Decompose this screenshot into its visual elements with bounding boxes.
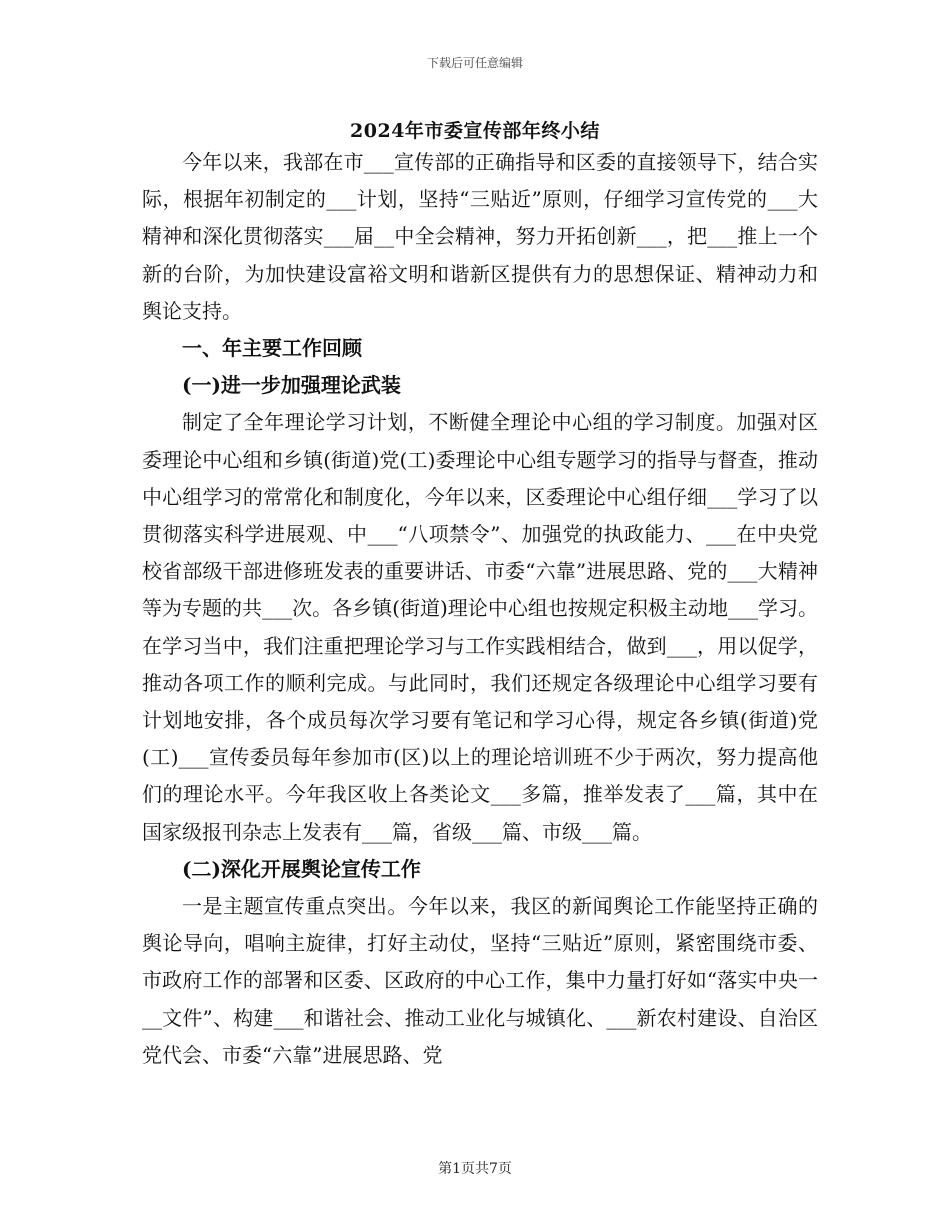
- heading-subsection-1: (一)进一步加强理论武装: [182, 373, 401, 398]
- document-title: 2024年市委宣传部年终小结: [350, 120, 600, 142]
- heading-section-1: 一、年主要工作回顾: [182, 336, 362, 361]
- page-number: 第1页共7页: [438, 1161, 512, 1177]
- header-note: 下载后可任意编辑: [426, 56, 523, 70]
- paragraph-publicity: 一是主题宣传重点突出。今年以来，我区的新闻舆论工作能坚持正确的舆论导向，唱响主旋律，打好主动仗，坚持“三贴近”原则，紧密围绕市委、市政府工作的部署和区委、区政府的中心工作，集中力量打好如“落实中央一__文件”、构建___和谐社会、推动工业化与城镇化、___新农村建设、自治区党代会、市委“六靠”进展思路、党: [142, 894, 818, 1067]
- heading-subsection-2: (二)深化开展舆论宣传工作: [182, 856, 421, 881]
- document-body: [142, 144, 818, 1074]
- paragraph-theory: 制定了全年理论学习计划，不断健全理论中心组的学习制度。加强对区委理论中心组和乡镇(街道)党(工)委理论中心组专题学习的指导与督查，推动中心组学习的常常化和制度化，今年以来，区委理论中心组仔细___学习了以贯彻落实科学进展观、中___“八项禁令”、加强党的执政能力、___在中央党校省部级干部进修班发表的重要讲话、市委“六靠”进展思路、党的___大精神等为专题的共___次。各乡镇(街道)理论中心组也按规定积极主动地___学习。在学习当中，我们注重把理论学习与工作实践相结合，做到___，用以促学，推动各项工作的顺利完成。与此同时，我们还规定各级理论中心组学习要有计划地安排，各个成员每次学习要有笔记和学习心得，规定各乡镇(街道)党(工)___宣传委员每年参加市(区)以上的理论培训班不少于两次，努力提高他们的理论水平。今年我区收上各类论文___多篇，推举发表了___篇，其中在国家级报刊杂志上发表有___篇，省级___篇、市级___篇。: [142, 410, 818, 844]
- paragraph-intro: 今年以来，我部在市___宣传部的正确指导和区委的直接领导下，结合实际，根据年初制定的___计划，坚持“三贴近”原则，仔细学习宣传党的___大精神和深化贯彻落实___届__中全会精神，努力开拓创新___，把___推上一个新的台阶，为加快建设富裕文明和谐新区提供有力的思想保证、精神动力和舆论支持。: [142, 150, 818, 323]
